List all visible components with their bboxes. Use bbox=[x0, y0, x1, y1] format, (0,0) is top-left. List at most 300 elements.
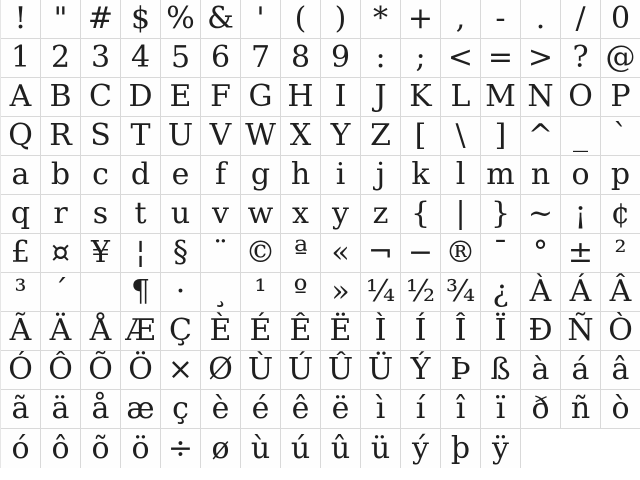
glyph-cell[interactable] bbox=[561, 390, 601, 429]
glyph-cell[interactable] bbox=[521, 156, 561, 195]
glyph-cell[interactable] bbox=[41, 195, 81, 234]
glyph: Ê bbox=[289, 313, 312, 348]
glyph: o bbox=[571, 157, 590, 192]
glyph-cell[interactable] bbox=[561, 351, 601, 390]
glyph: ± bbox=[567, 235, 594, 270]
glyph: ) bbox=[334, 1, 347, 36]
glyph-cell[interactable] bbox=[1, 39, 41, 78]
glyph-cell[interactable] bbox=[361, 0, 401, 39]
glyph-cell[interactable] bbox=[321, 39, 361, 78]
glyph: R bbox=[49, 118, 72, 153]
glyph-cell[interactable] bbox=[321, 312, 361, 351]
glyph-cell[interactable] bbox=[521, 351, 561, 390]
glyph-cell[interactable] bbox=[521, 117, 561, 156]
glyph-cell[interactable] bbox=[361, 273, 401, 312]
glyph-cell[interactable] bbox=[401, 195, 441, 234]
glyph-cell[interactable] bbox=[481, 351, 521, 390]
glyph-cell[interactable] bbox=[441, 156, 481, 195]
glyph: < bbox=[447, 40, 474, 75]
glyph: ý bbox=[412, 430, 429, 466]
glyph-cell[interactable] bbox=[561, 156, 601, 195]
empty-area bbox=[601, 429, 640, 468]
glyph-cell[interactable] bbox=[201, 234, 241, 273]
glyph-cell[interactable] bbox=[361, 195, 401, 234]
glyph: b bbox=[50, 157, 71, 192]
glyph-cell[interactable] bbox=[321, 78, 361, 117]
glyph: D bbox=[128, 79, 153, 114]
glyph-cell[interactable] bbox=[1, 195, 41, 234]
glyph-cell[interactable] bbox=[161, 0, 201, 39]
glyph-cell[interactable] bbox=[1, 117, 41, 156]
glyph-cell[interactable] bbox=[121, 39, 161, 78]
glyph-cell[interactable] bbox=[121, 390, 161, 429]
glyph: í bbox=[415, 391, 426, 426]
glyph-cell[interactable] bbox=[41, 117, 81, 156]
glyph: þ bbox=[450, 430, 471, 466]
glyph-cell[interactable] bbox=[121, 273, 161, 312]
glyph-cell[interactable] bbox=[401, 156, 441, 195]
glyph-cell[interactable] bbox=[601, 39, 640, 78]
glyph-cell[interactable] bbox=[1, 78, 41, 117]
glyph-cell[interactable] bbox=[281, 429, 321, 468]
glyph-cell[interactable] bbox=[441, 78, 481, 117]
glyph: P bbox=[610, 79, 631, 114]
glyph-cell[interactable] bbox=[1, 390, 41, 429]
glyph: Ç bbox=[169, 313, 192, 348]
glyph: ; bbox=[415, 40, 426, 75]
glyph-cell[interactable] bbox=[281, 273, 321, 312]
glyph: { bbox=[410, 196, 431, 231]
glyph-cell[interactable] bbox=[201, 390, 241, 429]
glyph-cell[interactable] bbox=[601, 273, 640, 312]
glyph-cell[interactable] bbox=[81, 234, 121, 273]
glyph: ´ bbox=[53, 274, 68, 309]
glyph: F bbox=[210, 79, 231, 114]
glyph: ¦ bbox=[135, 235, 146, 270]
glyph-cell[interactable] bbox=[561, 39, 601, 78]
glyph-cell[interactable] bbox=[321, 273, 361, 312]
glyph-cell[interactable] bbox=[161, 351, 201, 390]
glyph-cell[interactable] bbox=[41, 156, 81, 195]
glyph-cell[interactable] bbox=[81, 39, 121, 78]
glyph-cell[interactable] bbox=[161, 273, 201, 312]
glyph: ¶ bbox=[130, 274, 151, 309]
glyph-cell[interactable] bbox=[601, 0, 640, 39]
glyph-cell[interactable] bbox=[1, 234, 41, 273]
glyph-cell[interactable] bbox=[201, 156, 241, 195]
glyph-cell[interactable] bbox=[241, 156, 281, 195]
glyph-cell[interactable] bbox=[361, 39, 401, 78]
glyph-cell[interactable] bbox=[41, 78, 81, 117]
glyph: ö bbox=[131, 430, 150, 466]
glyph: 9 bbox=[330, 40, 351, 75]
glyph-cell[interactable] bbox=[41, 0, 81, 39]
glyph: 3 bbox=[90, 40, 111, 75]
glyph: Ã bbox=[9, 313, 32, 348]
glyph: v bbox=[212, 196, 229, 231]
glyph: ÿ bbox=[492, 430, 509, 466]
glyph-cell[interactable] bbox=[321, 390, 361, 429]
glyph-cell[interactable] bbox=[561, 234, 601, 273]
glyph-cell[interactable] bbox=[361, 78, 401, 117]
glyph-cell[interactable] bbox=[121, 351, 161, 390]
glyph-cell[interactable] bbox=[401, 0, 441, 39]
glyph-cell[interactable] bbox=[241, 39, 281, 78]
glyph-cell[interactable] bbox=[441, 195, 481, 234]
glyph-cell[interactable] bbox=[281, 390, 321, 429]
glyph-cell[interactable] bbox=[361, 312, 401, 351]
glyph: − bbox=[407, 235, 434, 270]
glyph-cell[interactable] bbox=[81, 156, 121, 195]
glyph-cell[interactable] bbox=[121, 312, 161, 351]
glyph: 6 bbox=[210, 40, 231, 75]
glyph: ! bbox=[14, 1, 27, 36]
glyph-cell[interactable] bbox=[481, 156, 521, 195]
glyph-cell[interactable] bbox=[1, 273, 41, 312]
glyph-cell[interactable] bbox=[481, 429, 521, 468]
glyph-cell[interactable] bbox=[161, 78, 201, 117]
glyph-cell[interactable] bbox=[601, 78, 640, 117]
glyph-cell[interactable] bbox=[281, 117, 321, 156]
glyph-cell[interactable] bbox=[441, 390, 481, 429]
glyph: ¨ bbox=[213, 235, 228, 270]
glyph-cell[interactable] bbox=[601, 312, 640, 351]
glyph-cell[interactable] bbox=[201, 78, 241, 117]
glyph: E bbox=[169, 79, 192, 114]
glyph-cell[interactable] bbox=[441, 0, 481, 39]
glyph-cell[interactable] bbox=[401, 429, 441, 468]
glyph-cell[interactable] bbox=[81, 117, 121, 156]
glyph: ã bbox=[11, 391, 30, 426]
glyph: à bbox=[531, 352, 550, 387]
glyph-cell[interactable] bbox=[521, 234, 561, 273]
glyph: Õ bbox=[88, 352, 113, 387]
glyph-cell[interactable] bbox=[201, 429, 241, 468]
glyph-cell[interactable] bbox=[241, 195, 281, 234]
glyph-cell[interactable] bbox=[1, 156, 41, 195]
glyph: S bbox=[90, 118, 111, 153]
glyph-cell[interactable] bbox=[361, 156, 401, 195]
glyph-cell[interactable] bbox=[361, 234, 401, 273]
glyph-cell[interactable] bbox=[241, 0, 281, 39]
glyph-cell[interactable] bbox=[281, 312, 321, 351]
glyph: % bbox=[166, 1, 195, 36]
glyph-cell[interactable] bbox=[281, 78, 321, 117]
glyph-cell[interactable] bbox=[241, 234, 281, 273]
glyph-cell[interactable] bbox=[121, 156, 161, 195]
glyph-cell[interactable] bbox=[521, 273, 561, 312]
glyph-cell[interactable] bbox=[521, 390, 561, 429]
glyph: q bbox=[10, 196, 31, 231]
glyph-cell[interactable] bbox=[401, 312, 441, 351]
glyph: ë bbox=[331, 391, 350, 426]
glyph-cell[interactable] bbox=[441, 234, 481, 273]
glyph-cell[interactable] bbox=[321, 117, 361, 156]
glyph: X bbox=[289, 118, 312, 153]
glyph-cell[interactable] bbox=[281, 39, 321, 78]
glyph-cell[interactable] bbox=[41, 273, 81, 312]
glyph-cell[interactable] bbox=[441, 312, 481, 351]
glyph: 1 bbox=[10, 40, 31, 75]
glyph: Q bbox=[8, 118, 33, 153]
glyph: ª bbox=[293, 235, 308, 270]
glyph: 2 bbox=[50, 40, 71, 75]
glyph: x bbox=[292, 196, 309, 231]
glyph-cell[interactable] bbox=[601, 234, 640, 273]
glyph-cell[interactable] bbox=[601, 390, 640, 429]
glyph: × bbox=[167, 352, 194, 387]
glyph-cell[interactable] bbox=[561, 78, 601, 117]
glyph-cell[interactable] bbox=[241, 351, 281, 390]
glyph-cell[interactable] bbox=[601, 156, 640, 195]
glyph-cell[interactable] bbox=[601, 117, 640, 156]
glyph: J bbox=[374, 79, 387, 114]
glyph-cell[interactable] bbox=[201, 0, 241, 39]
glyph: û bbox=[330, 430, 351, 466]
glyph-cell[interactable] bbox=[401, 390, 441, 429]
glyph: Ë bbox=[329, 313, 352, 348]
glyph: Í bbox=[414, 313, 427, 348]
glyph: ' bbox=[256, 1, 265, 36]
glyph-cell[interactable] bbox=[321, 195, 361, 234]
glyph-cell[interactable] bbox=[161, 156, 201, 195]
glyph: ² bbox=[614, 235, 627, 270]
glyph: ^ bbox=[527, 118, 554, 153]
glyph-cell[interactable] bbox=[521, 312, 561, 351]
glyph: + bbox=[407, 1, 434, 36]
glyph-cell[interactable] bbox=[481, 234, 521, 273]
glyph: Å bbox=[89, 313, 112, 348]
glyph: Ð bbox=[528, 313, 553, 348]
glyph-cell[interactable] bbox=[481, 39, 521, 78]
glyph-cell[interactable] bbox=[241, 78, 281, 117]
glyph: g bbox=[250, 157, 271, 192]
glyph-cell[interactable] bbox=[41, 234, 81, 273]
glyph: Î bbox=[454, 313, 467, 348]
glyph-cell[interactable] bbox=[561, 312, 601, 351]
glyph-cell[interactable] bbox=[521, 78, 561, 117]
glyph-cell[interactable] bbox=[441, 351, 481, 390]
glyph: T bbox=[130, 118, 151, 153]
glyph-cell[interactable] bbox=[121, 195, 161, 234]
glyph-cell[interactable] bbox=[241, 390, 281, 429]
glyph-cell[interactable] bbox=[281, 156, 321, 195]
glyph-cell[interactable] bbox=[281, 0, 321, 39]
glyph: Ù bbox=[247, 352, 274, 387]
glyph: 4 bbox=[130, 40, 151, 75]
glyph: d bbox=[130, 157, 151, 192]
glyph-cell[interactable] bbox=[441, 117, 481, 156]
glyph: ¼ bbox=[365, 274, 396, 309]
glyph-cell[interactable] bbox=[481, 195, 521, 234]
glyph: ï bbox=[495, 391, 506, 426]
glyph-cell[interactable] bbox=[321, 156, 361, 195]
glyph-cell[interactable] bbox=[161, 195, 201, 234]
glyph-cell[interactable] bbox=[81, 78, 121, 117]
glyph-cell[interactable] bbox=[161, 39, 201, 78]
glyph-cell[interactable] bbox=[121, 78, 161, 117]
glyph-cell[interactable] bbox=[481, 117, 521, 156]
glyph-cell[interactable] bbox=[121, 0, 161, 39]
glyph-cell[interactable] bbox=[241, 429, 281, 468]
glyph-cell[interactable] bbox=[1, 0, 41, 39]
glyph-cell[interactable] bbox=[401, 39, 441, 78]
glyph-cell[interactable] bbox=[201, 351, 241, 390]
glyph-cell[interactable] bbox=[41, 312, 81, 351]
glyph-cell[interactable] bbox=[161, 312, 201, 351]
glyph: k bbox=[411, 157, 430, 192]
glyph-cell[interactable] bbox=[201, 195, 241, 234]
glyph: Ä bbox=[49, 313, 72, 348]
glyph-cell[interactable] bbox=[321, 0, 361, 39]
glyph: ¯ bbox=[493, 235, 508, 270]
glyph: * bbox=[373, 1, 388, 36]
glyph: 7 bbox=[250, 40, 271, 75]
glyph-cell[interactable] bbox=[481, 0, 521, 39]
glyph: ¿ bbox=[492, 274, 509, 309]
glyph-cell[interactable] bbox=[121, 234, 161, 273]
glyph: £ bbox=[10, 235, 31, 270]
glyph-cell[interactable] bbox=[81, 351, 121, 390]
glyph-cell[interactable] bbox=[201, 312, 241, 351]
glyph: ® bbox=[445, 235, 476, 270]
glyph-cell[interactable] bbox=[481, 312, 521, 351]
glyph-cell[interactable] bbox=[561, 195, 601, 234]
glyph-cell[interactable] bbox=[121, 117, 161, 156]
glyph-cell[interactable] bbox=[521, 0, 561, 39]
glyph: ù bbox=[250, 430, 271, 466]
glyph-cell[interactable] bbox=[361, 390, 401, 429]
glyph-cell[interactable] bbox=[481, 273, 521, 312]
glyph: Ü bbox=[367, 352, 394, 387]
glyph: É bbox=[249, 313, 272, 348]
glyph: ¾ bbox=[445, 274, 476, 309]
glyph-cell[interactable] bbox=[1, 429, 41, 468]
glyph: ½ bbox=[405, 274, 436, 309]
glyph-cell[interactable] bbox=[561, 0, 601, 39]
glyph-cell[interactable] bbox=[41, 429, 81, 468]
glyph-cell[interactable] bbox=[41, 39, 81, 78]
glyph-cell[interactable] bbox=[281, 195, 321, 234]
glyph-cell[interactable] bbox=[281, 351, 321, 390]
glyph: w bbox=[247, 196, 274, 231]
glyph-cell[interactable] bbox=[321, 234, 361, 273]
glyph: A bbox=[9, 79, 32, 114]
glyph-cell[interactable] bbox=[121, 429, 161, 468]
glyph-cell[interactable] bbox=[361, 117, 401, 156]
glyph-cell[interactable] bbox=[241, 312, 281, 351]
glyph-cell[interactable] bbox=[201, 39, 241, 78]
glyph-cell[interactable] bbox=[401, 234, 441, 273]
glyph-cell[interactable] bbox=[81, 0, 121, 39]
glyph-cell[interactable] bbox=[481, 78, 521, 117]
glyph: $ bbox=[130, 1, 151, 36]
glyph-cell[interactable] bbox=[81, 195, 121, 234]
glyph-cell[interactable] bbox=[241, 117, 281, 156]
glyph-cell[interactable] bbox=[521, 39, 561, 78]
glyph: å bbox=[91, 391, 110, 426]
glyph-cell[interactable] bbox=[1, 351, 41, 390]
glyph-cell[interactable] bbox=[401, 117, 441, 156]
glyph: ¢ bbox=[610, 196, 631, 231]
glyph: Ö bbox=[128, 352, 153, 387]
glyph: O bbox=[568, 79, 593, 114]
glyph: ê bbox=[291, 391, 310, 426]
glyph-cell[interactable] bbox=[161, 390, 201, 429]
glyph: ¸ bbox=[213, 274, 228, 309]
glyph: > bbox=[527, 40, 554, 75]
glyph: ð bbox=[531, 391, 550, 426]
glyph-cell[interactable] bbox=[161, 429, 201, 468]
glyph: · bbox=[175, 274, 186, 309]
glyph-cell[interactable] bbox=[41, 351, 81, 390]
glyph: n bbox=[530, 157, 551, 192]
glyph-cell[interactable] bbox=[441, 39, 481, 78]
glyph: ÷ bbox=[167, 430, 194, 466]
glyph: u bbox=[170, 196, 191, 231]
glyph-cell[interactable] bbox=[41, 390, 81, 429]
glyph: = bbox=[487, 40, 514, 75]
glyph: ° bbox=[533, 235, 548, 270]
glyph: ¡ bbox=[574, 196, 587, 231]
glyph: Ï bbox=[494, 313, 507, 348]
glyph-cell[interactable] bbox=[321, 351, 361, 390]
glyph-cell[interactable] bbox=[521, 195, 561, 234]
glyph-cell[interactable] bbox=[441, 273, 481, 312]
glyph: Â bbox=[609, 274, 632, 309]
glyph-cell[interactable] bbox=[601, 195, 640, 234]
glyph: H bbox=[287, 79, 314, 114]
glyph: K bbox=[409, 79, 432, 114]
glyph: 5 bbox=[170, 40, 191, 75]
glyph-cell[interactable] bbox=[401, 351, 441, 390]
glyph-cell[interactable] bbox=[81, 429, 121, 468]
glyph: Æ bbox=[125, 313, 156, 348]
glyph: V bbox=[209, 118, 232, 153]
glyph-cell[interactable] bbox=[441, 429, 481, 468]
glyph-cell[interactable] bbox=[241, 273, 281, 312]
glyph: Ó bbox=[8, 352, 33, 387]
glyph: e bbox=[171, 157, 190, 192]
glyph-cell[interactable] bbox=[201, 273, 241, 312]
glyph: ` bbox=[613, 118, 628, 153]
glyph-cell[interactable] bbox=[201, 117, 241, 156]
glyph: Þ bbox=[450, 352, 471, 387]
glyph-cell[interactable] bbox=[361, 429, 401, 468]
glyph-cell[interactable] bbox=[81, 390, 121, 429]
glyph-cell[interactable] bbox=[401, 273, 441, 312]
glyph-cell[interactable] bbox=[561, 273, 601, 312]
glyph: " bbox=[53, 1, 68, 36]
glyph-cell[interactable] bbox=[361, 351, 401, 390]
glyph-cell[interactable] bbox=[401, 78, 441, 117]
glyph: î bbox=[455, 391, 466, 426]
glyph: N bbox=[527, 79, 554, 114]
glyph: [ bbox=[414, 118, 427, 153]
glyph-cell[interactable] bbox=[481, 390, 521, 429]
glyph-cell[interactable] bbox=[601, 351, 640, 390]
glyph-cell[interactable] bbox=[161, 234, 201, 273]
glyph-cell[interactable] bbox=[81, 312, 121, 351]
glyph-cell[interactable] bbox=[1, 312, 41, 351]
glyph: ü bbox=[370, 430, 391, 466]
glyph-cell[interactable] bbox=[281, 234, 321, 273]
glyph-cell-blank[interactable] bbox=[81, 273, 121, 312]
glyph-cell[interactable] bbox=[321, 429, 361, 468]
glyph: C bbox=[89, 79, 112, 114]
glyph-cell[interactable] bbox=[561, 117, 601, 156]
glyph-cell[interactable] bbox=[161, 117, 201, 156]
